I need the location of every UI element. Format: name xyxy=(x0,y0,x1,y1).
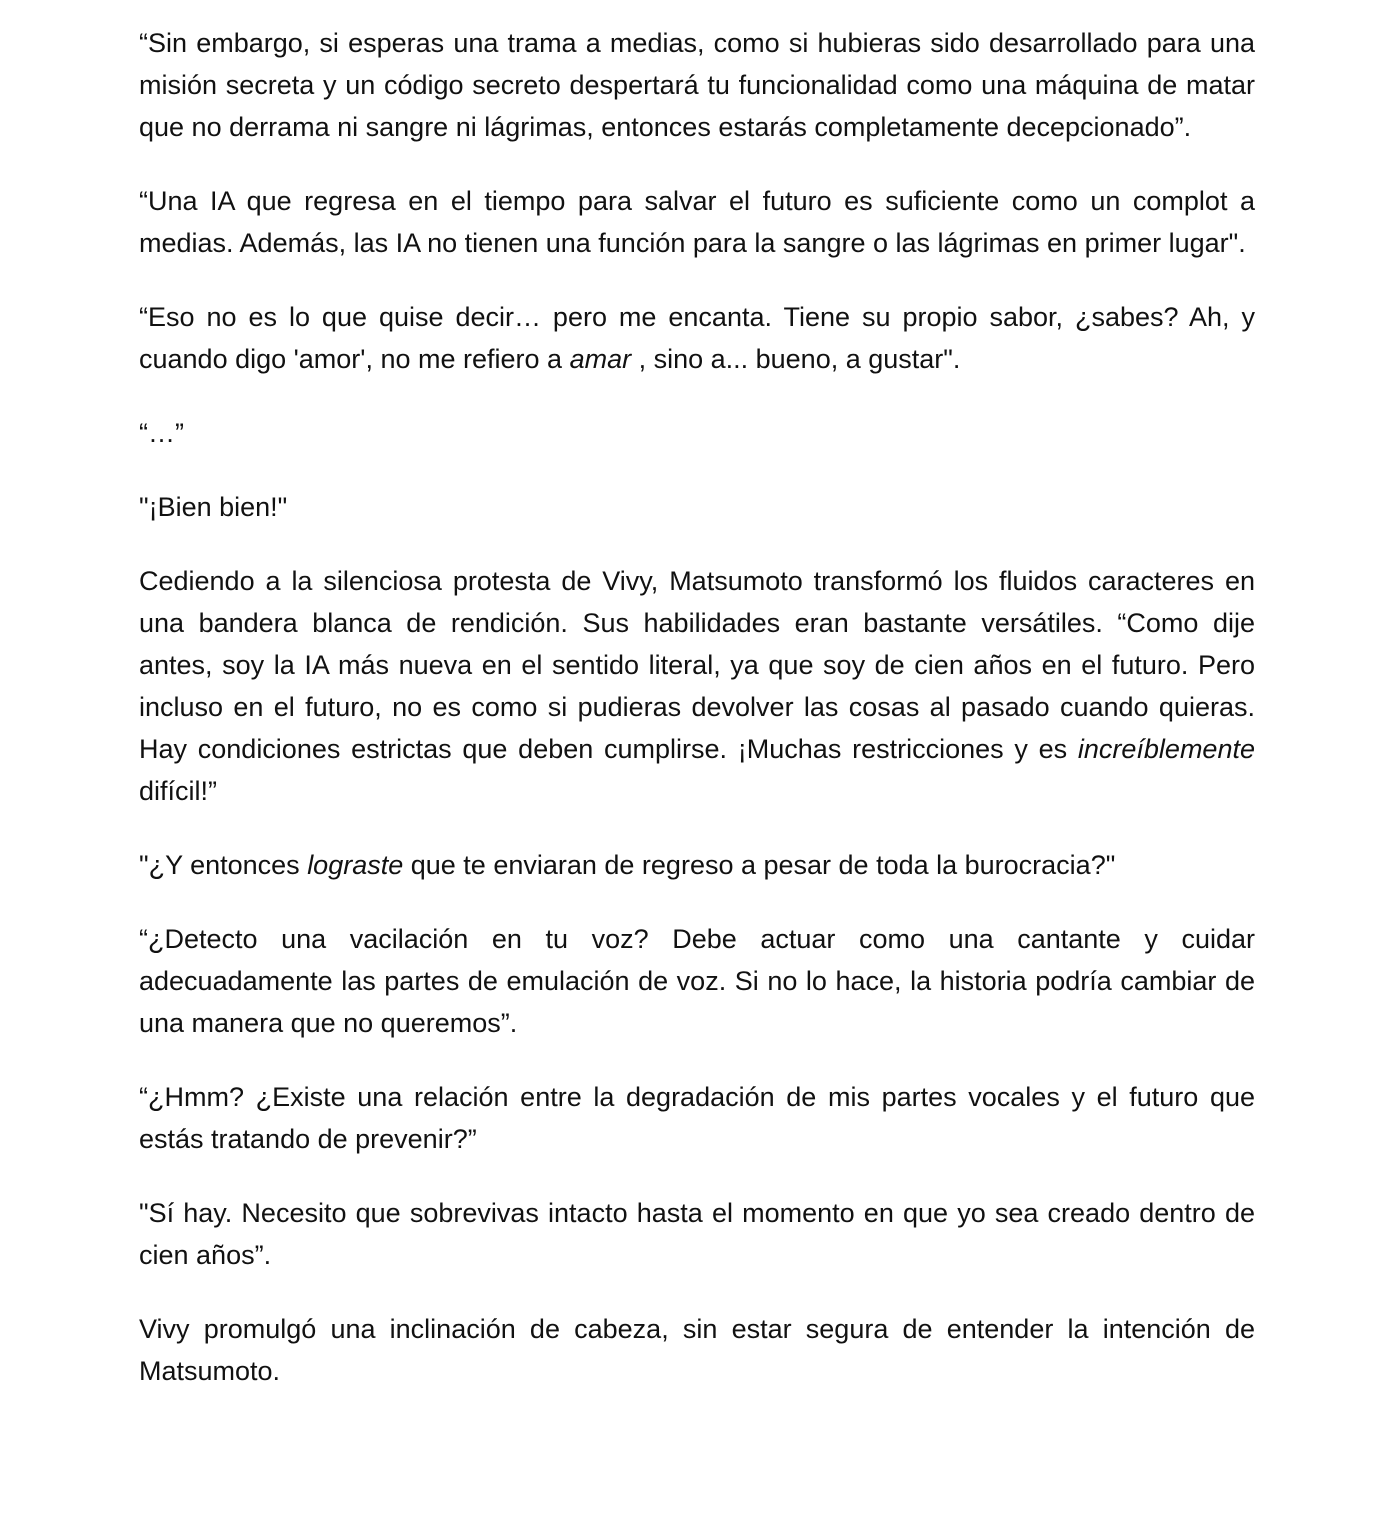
paragraph-text: "Sí hay. Necesito que sobrevivas intacto hasta el momento en que yo sea creado dentro de cien años”. xyxy=(139,1198,1255,1270)
paragraph-6 xyxy=(139,560,1255,812)
paragraph-text: Cediendo a la silenciosa protesta de Vivy, Matsumoto transformó los fluidos caracteres en una bandera blanca de rendición. Sus habilidades eran bastante versátiles. “Como dije antes, soy la IA más nueva en el sentido literal, ya que soy de cien años en el futuro. Pero incluso en el futuro, no es como si pudieras devolver las cosas al pasado cuando quieras. Hay condiciones estrictas que deben cumplirse. ¡Muchas restricciones y es xyxy=(139,566,1255,764)
paragraph-text: difícil!” xyxy=(139,776,218,806)
paragraph-1 xyxy=(139,22,1255,148)
paragraph-text: “Una IA que regresa en el tiempo para salvar el futuro es suficiente como un complot a medias. Además, las IA no tienen una función para la sangre o las lágrimas en primer lugar". xyxy=(139,186,1255,258)
paragraph-5 xyxy=(139,486,1255,528)
paragraph-4 xyxy=(139,412,1255,454)
document-page xyxy=(139,22,1255,1424)
paragraph-text: "¿Y entonces xyxy=(139,850,308,880)
paragraph-11 xyxy=(139,1308,1255,1392)
paragraph-8 xyxy=(139,918,1255,1044)
paragraph-text: “Eso no es lo que quise decir… pero me encanta. Tiene su propio sabor, ¿sabes? Ah, y cuando digo 'amor', no me refiero a xyxy=(139,302,1255,374)
emphasis-text: lograste xyxy=(307,850,404,880)
paragraph-9 xyxy=(139,1076,1255,1160)
emphasis-text: amar xyxy=(569,344,632,374)
emphasis-text: increíblemente xyxy=(1077,734,1255,764)
paragraph-text: “¿Hmm? ¿Existe una relación entre la degradación de mis partes vocales y el futuro que estás tratando de prevenir?” xyxy=(139,1082,1255,1154)
paragraph-3 xyxy=(139,296,1255,380)
paragraph-7 xyxy=(139,844,1255,886)
paragraph-text: "¡Bien bien!" xyxy=(139,492,288,522)
paragraph-10 xyxy=(139,1192,1255,1276)
paragraph-text: Vivy promulgó una inclinación de cabeza, sin estar segura de entender la intención de Matsumoto. xyxy=(139,1314,1255,1386)
paragraph-text: , sino a... bueno, a gustar". xyxy=(631,344,961,374)
paragraph-text: que te enviaran de regreso a pesar de toda la burocracia?" xyxy=(403,850,1116,880)
paragraph-2 xyxy=(139,180,1255,264)
paragraph-text: “…” xyxy=(139,418,184,448)
paragraph-text: “¿Detecto una vacilación en tu voz? Debe actuar como una cantante y cuidar adecuadamente las partes de emulación de voz. Si no lo hace, la historia podría cambiar de una manera que no queremos”. xyxy=(139,924,1255,1038)
paragraph-text: “Sin embargo, si esperas una trama a medias, como si hubieras sido desarrollado para una misión secreta y un código secreto despertará tu funcionalidad como una máquina de matar que no derrama ni sangre ni lágrimas, entonces estarás completamente decepcionado”. xyxy=(139,28,1255,142)
